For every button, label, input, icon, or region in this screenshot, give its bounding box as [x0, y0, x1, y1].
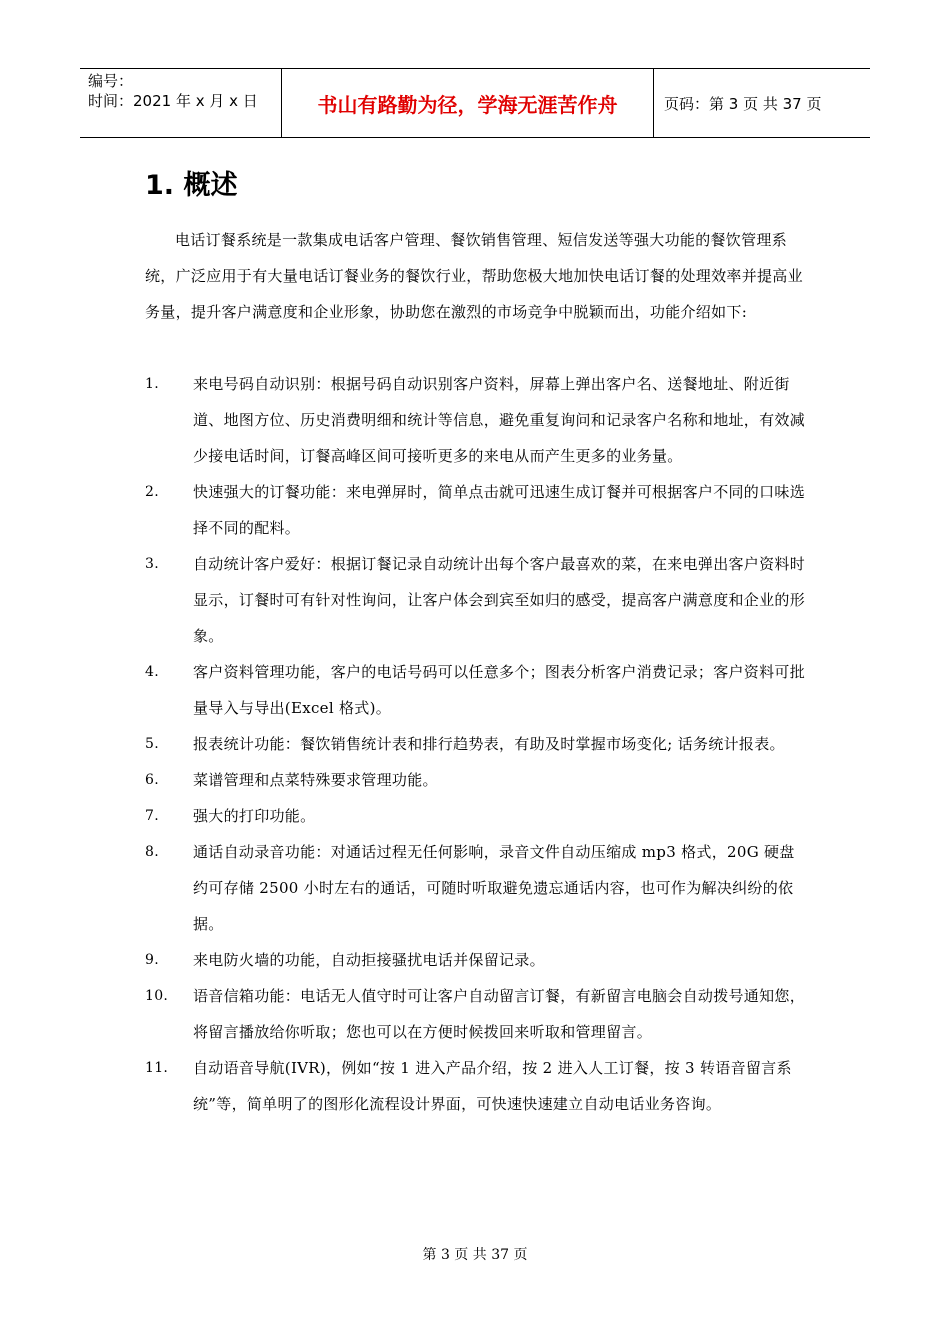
header-motto: 书山有路勤为径，学海无涯苦作舟	[282, 69, 654, 137]
list-item	[145, 942, 807, 978]
section-title: 1. 概述	[145, 170, 238, 201]
list-item	[145, 474, 807, 546]
item-number: 7.	[145, 808, 159, 824]
list-item	[145, 726, 807, 762]
page-footer: 第 3 页 共 37 页	[422, 1247, 528, 1263]
document-time: 时间：2021 年 x 月 x 日	[88, 92, 258, 110]
item-number: 6.	[145, 772, 159, 788]
item-text: 来电防火墙的功能，自动拒接骚扰电话并保留记录。	[193, 951, 545, 969]
item-number: 8.	[145, 844, 159, 860]
item-text: 报表统计功能：餐饮销售统计表和排行趋势表，有助及时掌握市场变化; 话务统计报表。	[193, 735, 785, 753]
intro-paragraph: 电话订餐系统是一款集成电话客户管理、餐饮销售管理、短信发送等强大功能的餐饮管理系统，广泛应用于有大量电话订餐业务的餐饮行业，帮助您极大地加快电话订餐的处理效率并提高业务量，提升客户满意度和企业形象，协助您在激烈的市场竞争中脱颖而出，功能介绍如下:	[145, 231, 803, 321]
list-item	[145, 834, 807, 942]
list-item	[145, 1050, 807, 1122]
item-text: 来电号码自动识别：根据号码自动识别客户资料，屏幕上弹出客户名、送餐地址、附近街道、地图方位、历史消费明细和统计等信息，避免重复询问和记录客户名称和地址，有效减少接电话时间，订餐高峰区间可接听更多的来电从而产生更多的业务量。	[193, 375, 806, 465]
item-number: 4.	[145, 664, 159, 680]
document-number-label: 编号：	[88, 72, 134, 90]
page-header	[80, 68, 870, 138]
item-number: 11.	[145, 1060, 169, 1076]
item-number: 9.	[145, 952, 159, 968]
item-text: 自动语音导航(IVR)，例如“按 1 进入产品介绍，按 2 进入人工订餐，按 3 转语音留言系统”等，简单明了的图形化流程设计界面，可快速快速建立自动电话业务咨询。	[193, 1059, 792, 1113]
item-text: 通话自动录音功能：对通话过程无任何影响，录音文件自动压缩成 mp3 格式，20G 硬盘约可存储 2500 小时左右的通话，可随时听取避免遗忘通话内容，也可作为解决纠纷的依据。	[193, 843, 795, 933]
item-text: 快速强大的订餐功能：来电弹屏时，简单点击就可迅速生成订餐并可根据客户不同的口味选择不同的配料。	[193, 483, 806, 537]
header-page-info: 页码：第 3 页 共 37 页	[664, 94, 822, 113]
item-text: 客户资料管理功能，客户的电话号码可以任意多个；图表分析客户消费记录；客户资料可批量导入与导出(Excel 格式)。	[193, 663, 806, 717]
item-text: 菜谱管理和点菜特殊要求管理功能。	[193, 771, 438, 789]
list-item	[145, 546, 807, 654]
list-item	[145, 762, 807, 798]
header-meta	[80, 69, 282, 137]
item-number: 2.	[145, 484, 159, 500]
item-number: 3.	[145, 556, 159, 572]
list-item	[145, 654, 807, 726]
item-number: 5.	[145, 736, 159, 752]
item-text: 自动统计客户爱好：根据订餐记录自动统计出每个客户最喜欢的菜，在来电弹出客户资料时显示，订餐时可有针对性询问，让客户体会到宾至如归的感受，提高客户满意度和企业的形象。	[193, 555, 806, 645]
list-item	[145, 978, 807, 1050]
item-text: 强大的打印功能。	[193, 807, 316, 825]
item-number: 1.	[145, 376, 159, 392]
feature-list	[145, 366, 807, 1122]
list-item	[145, 798, 807, 834]
list-item	[145, 366, 807, 474]
item-number: 10.	[145, 988, 169, 1004]
item-text: 语音信箱功能：电话无人值守时可让客户自动留言订餐，有新留言电脑会自动拨号通知您，将留言播放给你听取；您也可以在方便时候拨回来听取和管理留言。	[193, 987, 806, 1041]
